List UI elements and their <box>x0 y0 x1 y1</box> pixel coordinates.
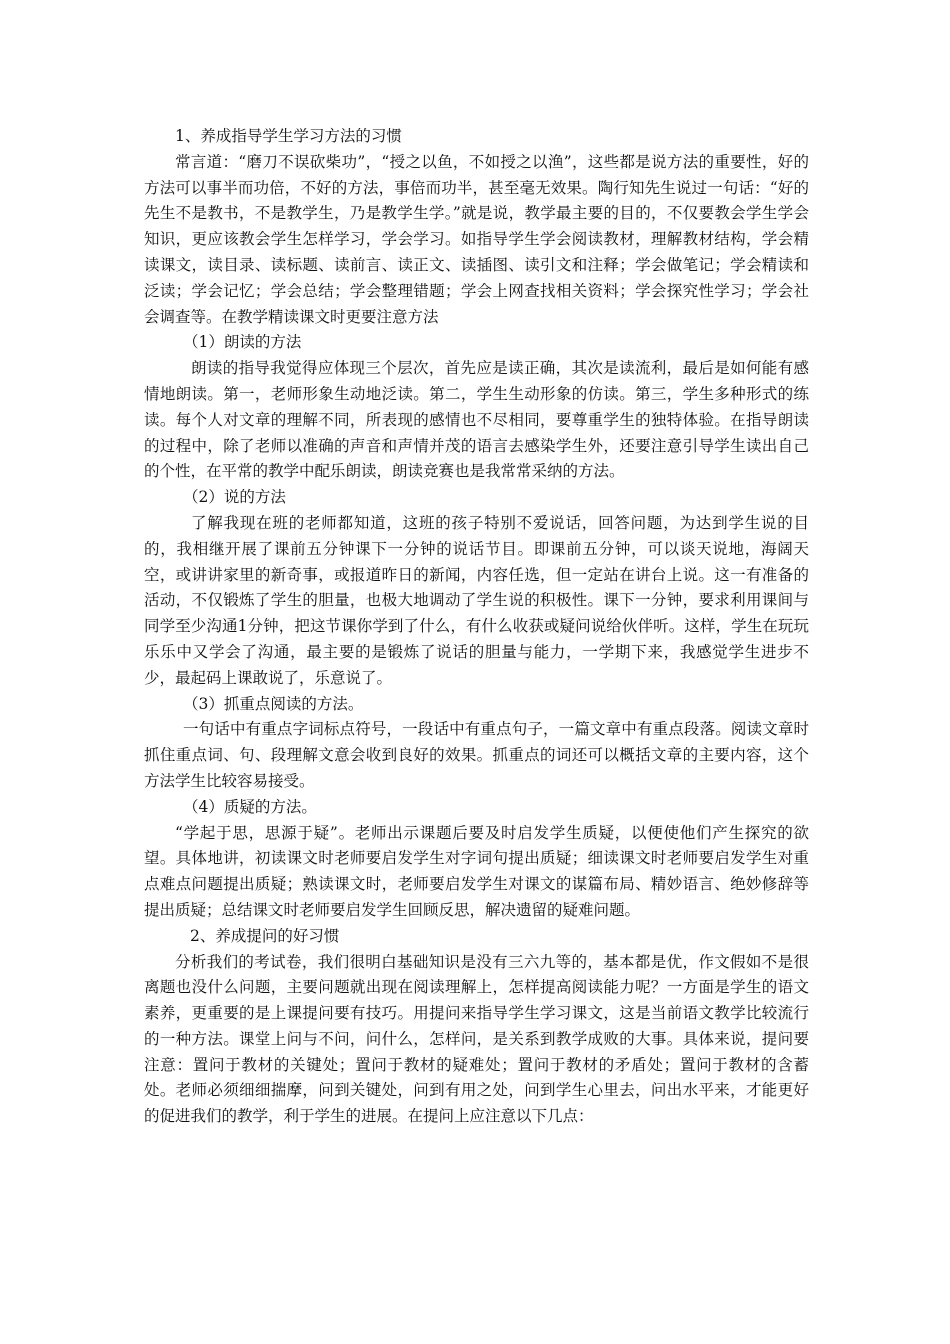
method-1-paragraph: 朗读的指导我觉得应体现三个层次，首先应是读正确，其次是读流利，最后是如何能有感情地朗读。第一，老师形象生动地泛读。第二，学生生动形象的仿读。第三，学生多种形式的练读。每个人对文章的理解不同，所表现的感情也不尽相同，要尊重学生的独特体验。在指导朗读的过程中，除了老师以准确的声音和声情并茂的语言去感染学生外，还要注意引导学生读出自己的个性，在平常的教学中配乐朗读，朗读竞赛也是我常常采纳的方法。 <box>144 359 809 481</box>
document-body <box>144 124 809 1130</box>
method-4-paragraph: “学起于思，思源于疑”。老师出示课题后要及时启发学生质疑，以便使他们产生探究的欲望。具体地讲，初读课文时老师要启发学生对字词句提出质疑；细读课文时老师要启发学生对重点难点问题提出质疑；熟读课文时，老师要启发学生对课文的谋篇布局、精妙语言、绝妙修辞等提出质疑；总结课文时老师要启发学生回顾反思，解决遗留的疑难问题。 <box>144 823 809 919</box>
method-3-paragraph: 一句话中有重点字词标点符号，一段话中有重点句子，一篇文章中有重点段落。阅读文章时抓住重点词、句、段理解文意会收到良好的效果。抓重点的词还可以概括文章的主要内容，这个方法学生比较容易接受。 <box>144 720 809 790</box>
method-2-heading: （2）说的方法 <box>183 488 286 507</box>
method-3-heading: （3）抓重点阅读的方法。 <box>183 694 364 713</box>
section-1-paragraph: 常言道：“磨刀不误砍柴功”，“授之以鱼，不如授之以渔”，这些都是说方法的重要性，好的方法可以事半而功倍，不好的方法，事倍而功半，甚至毫无效果。陶行知先生说过一句话：“好的先生不是教书，不是教学生，乃是教学生学。”就是说，教学最主要的目的，不仅要教会学生学会知识，更应该教会学生怎样学习，学会学习。如指导学生学会阅读教材，理解教材结构，学会精读课文，读目录、读标题、读前言、读正文、读插图、读引文和注释；学会做笔记；学会精读和泛读；学会记忆；学会总结；学会整理错题；学会上网查找相关资料；学会探究性学习；学会社会调查等。在教学精读课文时更要注意方法 <box>144 152 809 326</box>
method-4-heading: （4）质疑的方法。 <box>183 797 317 816</box>
method-1-heading: （1）朗读的方法 <box>183 333 302 352</box>
method-2-paragraph: 了解我现在班的老师都知道，这班的孩子特别不爱说话，回答问题，为达到学生说的目的，我相继开展了课前五分钟课下一分钟的说话节目。即课前五分钟，可以谈天说地，海阔天空，或讲讲家里的新奇事，或报道昨日的新闻，内容任选，但一定站在讲台上说。这一有准备的活动，不仅锻炼了学生的胆量，也极大地调动了学生说的积极性。课下一分钟，要求利用课间与同学至少沟通1分钟，把这节课你学到了什么，有什么收获或疑问说给伙伴听。这样，学生在玩玩乐乐中又学会了沟通，最主要的是锻炼了说话的胆量与能力，一学期下来，我感觉学生进步不少，最起码上课敢说了，乐意说了。 <box>144 513 809 687</box>
section-1-heading: 1、养成指导学生学习方法的习惯 <box>175 127 402 145</box>
section-2-paragraph: 分析我们的考试卷，我们很明白基础知识是没有三六九等的，基本都是优，作文假如不是很离题也没什么问题，主要问题就出现在阅读理解上，怎样提高阅读能力呢？一方面是学生的语文素养，更重要的是上课提问要有技巧。用提问来指导学生学习课文，这是当前语文教学比较流行的一种方法。课堂上问与不问，问什么，怎样问，是关系到教学成败的大事。具体来说，提问要注意：置问于教材的关键处；置问于教材的疑难处；置问于教材的矛盾处；置问于教材的含蓄处。老师必须细细揣摩，问到关键处，问到有用之处，问到学生心里去，问出水平来，才能更好的促进我们的教学，利于学生的进展。在提问上应注意以下几点： <box>144 952 809 1126</box>
section-2-heading: 2、养成提问的好习惯 <box>190 926 340 945</box>
